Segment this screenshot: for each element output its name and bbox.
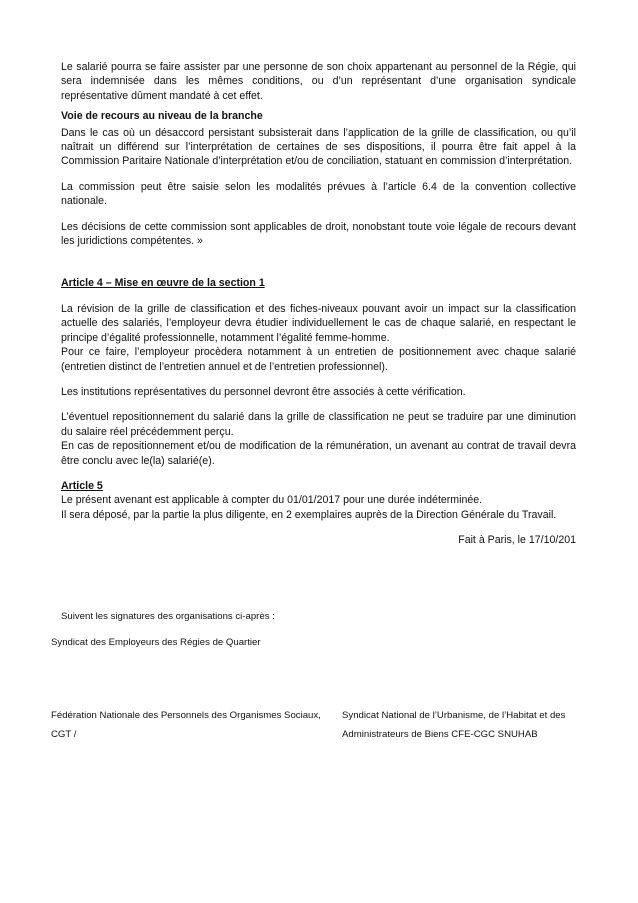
signatures-intro: Suivent les signatures des organisations ci-après : [61, 611, 275, 622]
signatory-cfe-cgc-line2: Administrateurs de Biens CFE-CGC SNUHAB [342, 729, 538, 740]
signatory-cfe-cgc-line1: Syndicat National de l’Urbanisme, de l’Habitat et des [342, 710, 566, 721]
paragraph-entretien: Pour ce faire, l’employeur procèdera notamment à un entretien de positionnement avec chaque salarié (entretien distinct de l’entretien annuel et de l’entretien professionnel). [61, 346, 576, 373]
document-body [61, 60, 576, 548]
paragraph-application: Le présent avenant est applicable à compter du 01/01/2017 pour une durée indéterminée. [61, 494, 483, 507]
paragraph-decisions-commission: Les décisions de cette commission sont applicables de droit, nonobstant toute voie légale de recours devant les juridictions compétentes. » [61, 220, 576, 248]
signatory-cgt-line2: CGT / [51, 729, 77, 740]
signatory-employers: Syndicat des Employeurs des Régies de Quartier [51, 637, 261, 648]
paragraph-depot: Il sera déposé, par la partie la plus diligente, en 2 exemplaires auprès de la Direction Générale du Travail. [61, 508, 557, 521]
paragraph-avenant-contrat: En cas de repositionnement et/ou de modification de la rémunération, un avenant au contrat de travail devra être conclu avec le(la) salarié(e). [61, 440, 576, 467]
signatory-cgt-line1: Fédération Nationale des Personnels des Organismes Sociaux, [51, 710, 321, 721]
heading-article-4: Article 4 – Mise en œuvre de la section 1 [61, 277, 265, 290]
paragraph-assistance: Le salarié pourra se faire assister par une personne de son choix appartenant au personnel de la Régie, qui sera indemnisée dans les mêmes conditions, ou d’un représentant d’une organisation syndicale représentative dûment mandaté à cet effet. [61, 61, 576, 102]
heading-article-5: Article 5 [61, 479, 103, 492]
paragraph-revision-grille: La révision de la grille de classification et des fiches-niveaux pouvant avoir un impact sur la classification actuelle des salariés, l’employeur devra étudier individuellement le cas de chaque salarié, en respectant le principe d’égalité professionnelle, notamment l’égalité femme-homme. [61, 302, 576, 344]
signatory-cgt [51, 706, 336, 744]
paragraph-saisine-commission: La commission peut être saisie selon les modalités prévues à l’article 6.4 de la convention collective nationale. [61, 180, 576, 208]
place-and-date: Fait à Paris, le 17/10/201 [458, 534, 576, 547]
heading-voie-de-recours: Voie de recours au niveau de la branche [61, 110, 263, 123]
paragraph-desaccord: Dans le cas où un désaccord persistant subsisterait dans l’application de la grille de classification, ou qu’il naîtrait un différend sur l’interprétation de certaines de ses dispositions, il pourra être fait appel à la Commission Paritaire Nationale d’interprétation et/ou de conciliation, statuant en commission d’interprétation. [61, 126, 576, 168]
paragraph-institutions: Les institutions représentatives du personnel devront être associés à cette vérification. [61, 385, 466, 398]
signatory-cfe-cgc [342, 706, 622, 744]
paragraph-repositionnement: L’éventuel repositionnement du salarié dans la grille de classification ne peut se traduire par une diminution du salaire réel précédemment perçu. [61, 411, 576, 438]
